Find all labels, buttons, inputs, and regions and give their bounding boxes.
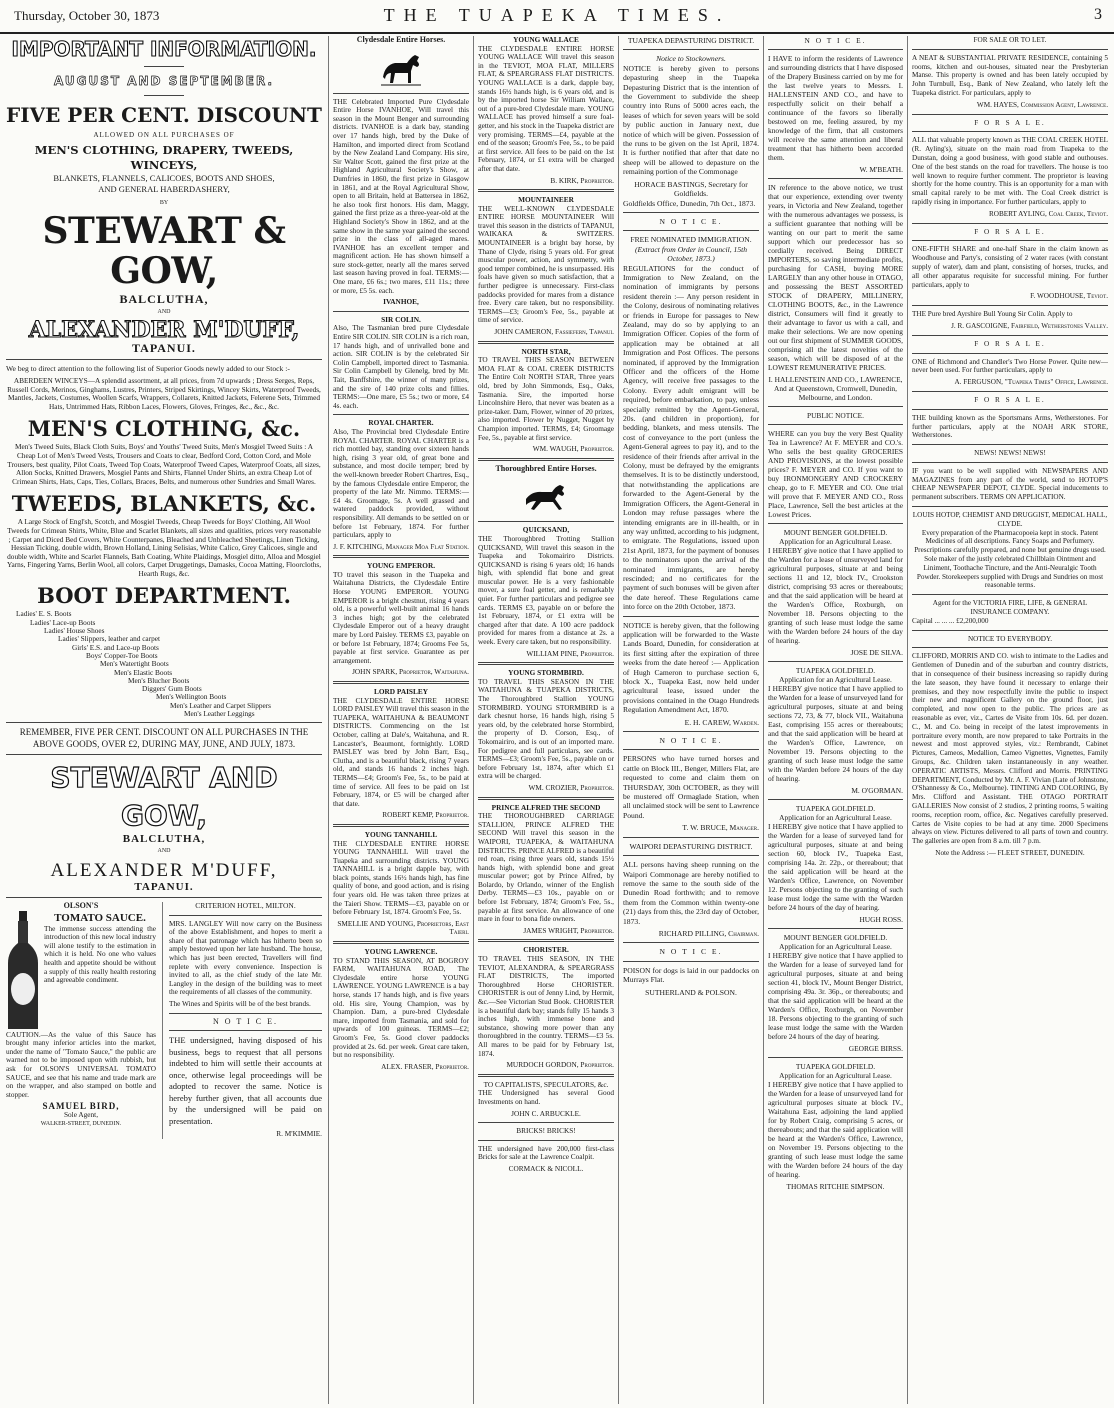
winceys-list: ABERDEEN WINCEYS—A splendid assortment, at all prices, from 7d upwards ; Dress Serges, Reps, Russell Cords, Merinos, Ginghams, Lustres, Printers, Striped Skirtings, Wincey Skirts, Waterproof Tweeds, Mantles, Jackets, Costumes, Woollen Scarfs, Wrappers, Collarets, Knitted Jackets, Felerene Sets, Trimmed Hats, Untrimmed Hats, Ribbon Laces, Flowers, Gloves, Fringes, &c., &c., &c. bbox=[7, 375, 321, 411]
boot-list-item: Men's Leather and Carpet Slippers bbox=[170, 700, 272, 710]
goldfield-heading: TUAPEKA GOLDFIELD. bbox=[795, 804, 876, 813]
young-wallace-signature: B. KIRK, Proprietor. bbox=[550, 175, 614, 185]
young-tannahill-signature: SMELLIE AND YOUNG, Proprietors, East Taieri. bbox=[337, 918, 469, 937]
bricks-heading: BRICKS! BRICKS! bbox=[516, 1126, 576, 1136]
hallenstein-notice-body: IN reference to the above notice, we trust that our experience, extending over twenty years, in Victoria and New Zealand, together with the numerous advantages we possess, is a sufficient guarantee that nothing will be wanting on our part to merit the same support which our predecessor has so cordially received. Being DIRECT IMPORTERS, so saving intermediate profits, purchasing for CASH, buying MORE LARGELY than any other house in OTAGO, and possessing the BEST ASSORTED STOCK of DRAPERY, MILLINERY, CLOTHING BOOTS, &c., in the Lawrence district, Consumers will find it greatly to their advantage to favor us with a call, and make their selections. We are now opening out our first shipment of SUMMER GOODS, comprising all the latest novelties of the season, which will be disposed of at the LOWEST REMUNERATIVE PRICES. bbox=[768, 183, 903, 372]
headline-august-september: AUGUST AND SEPTEMBER. bbox=[53, 74, 275, 88]
for-sale-or-let-heading: FOR SALE OR TO LET. bbox=[973, 36, 1047, 44]
north-star-ad: TO TRAVEL THIS SEASON BETWEEN MOA FLAT & COAL CREEK DISTRICTS The Entire Colt NORTH STAR, Three years old, bred by John Simmonds, Esq., Oaks, Tasmania. Sire, the imported horse Lincolnshire Hero, that never was beaten as a prize-taker. Dam, Flower, winner of 20 prizes, also imported. Flower by Nugget, Nugget by Champion imported. TERMS, £4; Groomage Fee, 5s., payable at first service. bbox=[478, 355, 614, 442]
poison-notice-body: POISON for dogs is laid in our paddocks on Murrays Flat. bbox=[623, 965, 759, 985]
sole-agent: Sole Agent, bbox=[63, 1110, 99, 1120]
boot-list-item: Ladies' Slippers, leather and carpet bbox=[58, 634, 161, 644]
boot-list-item: Men's Blucher Boots bbox=[128, 675, 190, 685]
bricks-body: THE undersigned have 200,000 first-class Bricks for sale at the Lawrence Coalpit. bbox=[478, 1143, 614, 1162]
headline-mens-clothing: MEN'S CLOTHING, &c. bbox=[27, 416, 301, 442]
simpson-signature: THOMAS RITCHIE SIMPSON. bbox=[786, 1182, 885, 1191]
sportsmans-arms-ad: THE building known as the Sportsmans Arms, Wetherstones. For further particulars, apply at the NOAH ARK STORE, Wetherstones. bbox=[912, 413, 1108, 440]
quicksand-ad: THE Thoroughbred Trotting Stallion QUICKSAND, Will travel this season in the Tuapeka and Tokomairiro Districts. QUICKSAND is rising 6 years old; 16 hands high, with splendid flat bone and great muscular power. He is a very fashionable mover, a sure foal getter, and is remarkably quiet. For further particulars and pedigree see cards. TERMS £3, payable on or before the 1st February, 1874, or £1 extra will be charged after that date. A 100 acre paddock provided for mares from a distance at 2s. a week. Every care taken, but no responsibility. bbox=[478, 533, 614, 647]
tomato-sauce-heading: TOMATO SAUCE. bbox=[54, 911, 146, 924]
chorister-name: CHORISTER. bbox=[523, 945, 569, 955]
ogorman-application: I HEREBY give notice that I have applied to the Warden for a lease of unsurveyed land for agricultural purposes, situate at and being sections 72, 73, & 77, block VII., Waitahuna East, comprising 155 acres or thereabouts; and that the said application will be heard at the Warden's Office, Lawrence, on November 19. Persons objecting to the granting of such lease must lodge the same with the Warden before 24 hours of the day of hearing. bbox=[768, 684, 903, 783]
column-rule bbox=[328, 36, 329, 1404]
boot-list bbox=[6, 610, 322, 718]
insurance-capital: Capital ... ... ... £2,200,000 bbox=[912, 616, 989, 625]
hotop-newspaper-ad: IF you want to be well supplied with NEWSPAPERS AND MAGAZINES from any part of the world, send to HOTOP'S CHEAP NEWSPAPER DEPOT, CLYDE. Special inducements to permanent subscribers. TERMS ON APPLICATION. bbox=[912, 466, 1108, 502]
young-lawrence-signature: ALEX. FRASER, Proprietor. bbox=[381, 1061, 469, 1071]
prince-alfred-signature: JAMES WRIGHT, Proprietor. bbox=[523, 925, 614, 935]
goods-line-2: BLANKETS, FLANNELS, CALICOES, BOOTS AND SHOES, bbox=[53, 172, 275, 183]
column-4 bbox=[623, 36, 759, 1404]
sir-colin-name: SIR COLIN. bbox=[381, 314, 421, 324]
page-number: 3 bbox=[1094, 6, 1102, 23]
capitalists-heading: TO CAPITALISTS, SPECULATORS, &c. bbox=[483, 1079, 609, 1089]
simpson-application: I HEREBY give notice that I have applied to the Warden for a lease of unsurveyed land for agricultural purposes situate at block IV., Waitahuna East, adjoining the land applied for by Robert Craig, comprising 5 acres, or thereabouts; and that the said application will be heard at the Warden's Office, Lawrence, on November 19. Persons objecting to the granting of such lease must lodge the same with the Warden before 24 hours of the day of hearing. bbox=[768, 1080, 903, 1179]
ross-application: I HEREBY give notice that I have applied to the Warden for a lease of surveyed land for agricultural purposes, situate at and being section 60, block IV., Tuapeka East, comprising 14a. 2r. 22p., or thereabout; that the said application will be heard at the Warden's Office, Lawrence, on November 12. Persons objecting to the granting of such lease must lodge the same with the Warden before 24 hours of the day of hearing. bbox=[768, 822, 903, 912]
for-sale-heading: F O R S A L E. bbox=[974, 395, 1046, 404]
lease-subheading: Application for an Agricultural Lease. bbox=[779, 942, 892, 951]
mining-share-ad: ONE-FIFTH SHARE and one-half Share in the claim known as Woodhouse and Party's, consisting of 2 water races (with constant supply of water), dam and plant, consisting of horses, trucks, and all other apparatus requisite for successful mining. For further particulars, apply to bbox=[912, 245, 1108, 289]
hotop-chemist-heading: LOUIS HOTOP, CHEMIST AND DRUGGIST, MEDICAL HALL, CLYDE. bbox=[912, 511, 1108, 528]
immigration-body: REGULATIONS for the conduct of Immigration to New Zealand, on the nomination of immigrants by persons resident therein :— Any person resident in the Colony, desirous of nominating relatives or friends in Europe for passages to New Zealand, may do so by applying to an Immigration Officer. Copies of the form of application may be obtained at all Immigration and Post Offices. The persons nominated, if approved by the Immigration Officer and the officers of the Home Agency, will receive free passages to the Colony. Every adult emigrant will be required, before embarkation, to pay, unless specially remitted by the Agent-General, 20s. (and children in proportion), for bedding, blankets, and mess utensils. The cost of conveyance to the port (unless the Agent-General agrees to pay it), and to the residence of their friends after arrival in the Colony, must be defrayed by the emigrants themselves. It is to be distinctly understood, that notwithstanding the applications are forwarded to the Agent-General by the Immigration Officers, the Agent-General in London may refuse passages where the intending emigrants are in ill-health, or in any way unfitted, according to his judgment, to emigrate. The Regulations, issued upon 21st April, 1873, for the payment of bonuses to the nominators upon the arrival of the nominated immigrants, are hereby rescinded; and no certificates for the payment of such bonuses will be given after the date hereof. These Regulations came into force on the 20th October, 1873. bbox=[623, 263, 759, 612]
for-sale-heading: F O R S A L E. bbox=[974, 227, 1046, 236]
column-3 bbox=[478, 36, 614, 1404]
boot-list-item: Men's Watertight Boots bbox=[100, 659, 169, 669]
goldfield-heading: MOUNT BENGER GOLDFIELD. bbox=[783, 933, 888, 942]
bruce-notice-body: PERSONS who have turned horses and cattle on Block III., Benger, Millers Flat, are requested to come and claim them on THURSDAY, 30th OCTOBER, as they will be mustered off Ormaglade Station, when all unclaimed stock will be sent to Lawrence Pound. bbox=[623, 754, 759, 820]
column-rule bbox=[618, 36, 619, 1404]
town-balclutha-2: BALCLUTHA, bbox=[122, 833, 206, 846]
boot-list-item: Girls' E.S. and Lace-up Boots bbox=[72, 642, 159, 652]
ivanhoe-ad: THE Celebrated Imported Pure Clydesdale Entire Horse IVANHOE, Will travel this season in the Mount Benger and surrounding districts. IVANHOE is a dark bay, standing over 17 hands high, bred by the Duke of Hamilton, and imported direct from Scotland by the New Zealand Land Company. His sire, Sir Walter Scott, gained the first prize at the Highland Agricultural Society's Show, at Dumfries in 1860, the first prize in Glasgow in 1861, and at the Royal Agricultural Show, open to all Britain, held at Battersea in 1862, he also took first honors. His dam, Maggy, gained the first prize as a three-year-old at the Highland Society's Show in 1862, and at the same show in the same year gained the second prize in the class of all-aged mares. IVANHOE has an excellent temper and magnificent action. He has shown himself a sure stock-getter, nearly all the mares served last season having proved in foal. TERMS:—One mare, £6 6s.; two mares, £11 11s.; three or more, £5 5s. each. bbox=[333, 96, 469, 295]
chorister-signature: MURDOCH GORDON, Proprietor. bbox=[506, 1060, 614, 1070]
notice-heading: N O T I C E. bbox=[659, 216, 723, 226]
remember-notice: REMEMBER, FIVE PER CENT. DISCOUNT ON ALL PURCHASES IN THE ABOVE GOODS, OVER £2, DURING MAY, JUNE, AND JULY, 1873. bbox=[19, 727, 309, 749]
quicksand-signature: WILLIAM PINE, Proprietor. bbox=[526, 648, 614, 658]
thoroughbred-heading: Thoroughbred Entire Horses. bbox=[495, 463, 597, 473]
waipori-body: ALL persons having sheep running on the Waipori Commonage are hereby notified to remove the same to the south side of the Dunedin Road forthwith; and to remove them from the Common within twenty-one (21) days from this, the 23rd day of October, 1873. bbox=[623, 860, 759, 926]
horse-icon bbox=[377, 49, 425, 89]
boot-list-item: Boys' Copper-Toe Boots bbox=[86, 650, 158, 660]
royal-charter-signature: J. F. KITCHING, Manager Moa Flat Station. bbox=[333, 541, 469, 551]
boot-list-item: Men's Elastic Boots bbox=[114, 667, 173, 677]
sir-colin-ad: Also, The Tasmanian bred pure Clydesdale Entire SIR COLIN. SIR COLIN is a rich roan, 17 hands high, and of unrivalled bone and action. SIR COLIN is by the celebrated Sir Colin Campbell, imported direct to Tasmania. Sir Colin Campbell by Glenelg, bred by Mr. Tait, Banffshire, the winner of many prizes, and the sire of 140 prize colts and fillies. TERMS:—One mare, £5 5s.; two or more, £4 4s. each. bbox=[333, 323, 469, 410]
young-tannahill-name: YOUNG TANNAHILL bbox=[364, 829, 438, 839]
firm-alexander-mduff-2: ALEXANDER M'DUFF, bbox=[50, 859, 278, 881]
mkimmie-notice-body: THE undersigned, having disposed of his business, begs to request that all persons indebted to him will settle their accounts at once, otherwise legal proceedings will be adopted to recover the same. Notice is hereby further given, that all accounts due by the undersigned will be paid on presentation. bbox=[169, 1035, 322, 1126]
headline-boot-department: BOOT DEPARTMENT. bbox=[37, 583, 291, 609]
criterion-heading: CRITERION HOTEL, MILTON. bbox=[195, 901, 296, 911]
chorister-ad: TO TRAVEL THIS SEASON, IN THE TEVIOT, ALEXANDRA, & SPEARGRASS FLAT DISTRICTS, The imported Thoroughbred Horse CHORISTER. CHORISTER is out of Jenny Lind, by Hermit, &c.—See Victorian Stud Book. CHORISTER is a beautiful dark bay; stands fully 15 hands 3 inches high, with immense bone and substance, showing more power than any thoroughbred in the country. TERMS—£3 5s. All mares to be paid for by February 1st, 1874. bbox=[478, 954, 614, 1058]
clifford-morris-ad: CLIFFORD, MORRIS AND CO. wish to intimate to the Ladies and Gentlemen of Dunedin and of the suburban and country districts, that in consequence of their business increasing so rapidly during the late season, they have found it necessary to enlarge their premises, and they now respectfully invite the public to inspect their new and magnificent Gallery on the ground floor, just completed, and now open to the public. The prices are as reasonable as ever, viz., Cartes de Visite from 10s. 6d. per dozen. C., M. and Co. being in receipt of the latest improvements in portraiture every month, are now prepared to take Portraits in the newest and most approved styles, viz.: Rembrandt, Cabinet Pictures, Cameos, Medallion, Cameo Vignettes, Vignettes, Family Groups, &c. Children taken instantaneously in any weather. OPERATIC ARTISTS, Messrs. Clifford and Morris. PRINTING DEPARTMENT, Conducted by Mr. A. F. Vivian (Late of Johnstone, O'Shannessy & Co., Melbourne). TINTING AND COLORING, By Mrs. Clifford and Assistant. THE OTAGO PORTRAIT GALLERIES Now consist of 2 studios, 2 printing rooms, 5 waiting rooms, reception room, office, &c. Negatives carefully preserved. Cartes de Visite copies to be had at any time. 2000 Specimens always on view. Pictures delivered to all parts of town and country. The galleries are open from 8 a.m. till 7 p.m. bbox=[912, 652, 1108, 846]
by-label: BY bbox=[159, 199, 169, 206]
hallenstein-signature: I. HALLENSTEIN AND CO., LAWRENCE, And at Queenstown, Cromwell, Dunedin, Melbourne, and London. bbox=[768, 375, 903, 402]
young-emperor-name: YOUNG EMPEROR. bbox=[366, 561, 436, 571]
public-notice-heading: PUBLIC NOTICE. bbox=[806, 411, 865, 420]
lease-subheading: Application for an Agricultural Lease. bbox=[779, 813, 892, 822]
mbeath-signature: W. M'BEATH. bbox=[859, 165, 903, 174]
lord-paisley-signature: ROBERT KEMP, Proprietor. bbox=[382, 810, 469, 820]
prince-alfred-name: PRINCE ALFRED THE SECOND bbox=[491, 802, 601, 812]
boot-list-item: Men's Wellington Boots bbox=[156, 692, 227, 702]
de-silva-signature: JOSE DE SILVA. bbox=[850, 648, 903, 657]
headline-discount: FIVE PER CENT. DISCOUNT bbox=[6, 103, 322, 127]
headline-tweeds-blankets: TWEEDS, BLANKETS, &c. bbox=[11, 491, 317, 517]
young-emperor-ad: TO travel this season in the Tuapeka and Waitahuna Districts, the Clydesdale Entire Horse YOUNG EMPEROR. YOUNG EMPEROR is a bright chestnut, rising 4 years old, is a powerful well-built animal 16 hands 3 inches high; got by the celebrated Clydesdale Emperor out of a heavy draught mare by Lord Paisley. TERMS £3, payable on or before 1st February, 1874; Grooms Fee 5s, payable at first service. Guarantee as per arrangement. bbox=[333, 569, 469, 665]
issue-date: Thursday, October 30, 1873 bbox=[14, 8, 160, 23]
column-rule bbox=[907, 36, 908, 1404]
mbeath-notice-body: I HAVE to inform the residents of Lawrence and surrounding districts that I have disposed of the Drapery Business carried on by me for the last twelve years to Messrs. I. HALLENSTEIN AND CO., and have to respectfully solicit on their behalf a continuance of the favors so liberally bestowed on me, feeling assured, by my knowledge of the firm, that all customers will receive the same attention and liberal treatment that has hitherto been accorded them. bbox=[768, 54, 903, 162]
criterion-body: MRS. LANGLEY Will now carry on the Business of the above Establishment, and hopes to merit a share of that patronage which has hitherto been so amply bestowed upon her late husband. The house, which has just been erected, Travellers will find replete with every convenience. Inspection is invited to all, as the chief study of the late Mr. Langley in the design of the building was to meet the requirements of all classes of the community. bbox=[169, 918, 322, 997]
and-label-2: AND bbox=[157, 847, 171, 854]
firm-alexander-mduff: ALEXANDER M'DUFF, bbox=[28, 317, 300, 344]
goldfield-heading: TUAPEKA GOLDFIELD. bbox=[795, 666, 876, 675]
north-star-name: NORTH STAR, bbox=[521, 346, 571, 356]
goldfields-office-date: Goldfields Office, Dunedin, 7th Oct., 1873. bbox=[623, 198, 756, 208]
mountaineer-name: MOUNTAINEER bbox=[518, 195, 574, 205]
bruce-signature: T. W. BRUCE, Manager. bbox=[682, 823, 759, 833]
tuapeka-depasturing-body: NOTICE is hereby given to persons depasturing sheep in the Tuapeka Depasturing District that is the intention of the Government to subdivide the sheep country into Runs of 5000 acres each, the leases of which for seven years will be sold by public auction in January next, due notice of which will be given. Possession of the runs to be given on the 1st April, 1874. It is further notified that after that date no sheep will be allowed to depasture on the remaining portion of the Commonage bbox=[623, 63, 759, 177]
lease-subheading: Application for an Agricultural Lease. bbox=[779, 537, 892, 546]
olsons-sauce-ad bbox=[6, 902, 156, 1139]
stockowners-subheading: Notice to Stockowners. bbox=[656, 54, 726, 64]
lease-subheading: Application for an Agricultural Lease. bbox=[779, 1071, 892, 1080]
woodhouse-signature: F. WOODHOUSE, Teviot. bbox=[1030, 292, 1108, 301]
column-rule bbox=[473, 36, 474, 1404]
ivanhoe-name: IVANHOE, bbox=[383, 297, 419, 307]
goldfield-heading: TUAPEKA GOLDFIELD. bbox=[795, 1062, 876, 1071]
young-stormbird-ad: TO TRAVEL THIS SEASON IN THE WAITAHUNA & TUAPEKA DISTRICTS, The Thoroughbred Stallion YOUNG STORMBIRD. YOUNG STORMBIRD is a dark chesnut horse, 16 hands high, rising 5 years old, by the celebrated horse Stormbird, the property of D. Corson, Esq., of Tokomairiro, and is out of an imported mare. For pedigree and full particulars, see cards. TERMS—£3; Groom's Fee, 5s., payable on or before February 1st, 1874, after which £1 extra will be charged. bbox=[478, 676, 614, 781]
for-sale-heading: F O R S A L E. bbox=[974, 339, 1046, 348]
clothing-list: Men's Tweed Suits, Black Cloth Suits, Boys' and Youths' Tweed Suits, Men's Mosgiel Tweed Suits : A Cheap Lot of Men's Tweed Vests, Trousers and Coats to clear, Bedford Cord, Cotton Cord, and Mole Trousers, best quality, Pilot Coats, Tweed Top Coats, Waterproof Tweed Capes, Waterproof Coats, all sizes, Allon Socks, Knitted Drawers, Mosgiel Pants and Shirts, Flannel Under Shirts, an extra Cheap Lot of Crimean Shirts, Hats, Caps, Ties, Collars, Braces, Belts, and numerous other Sundries and Small Wares. bbox=[7, 442, 321, 486]
royal-charter-ad: Also, The Provincial bred Clydesdale Entire ROYAL CHARTER. ROYAL CHARTER is a rich mottled bay, standing over sixteen hands high, rising 3 year old, of great bone and substance, and most docile temper; bred by the well-known breeder Robert Chartres, Esq., by the famous Clydesdale entire Emperor, the property of the late Mr. Nimmo. TERMS:—£4 4s. Groomage, 5s. A well grassed and watered paddock provided, without responsibility. All demands to be settled on or before 1st February, 1874. For further particulars, apply to bbox=[333, 426, 469, 540]
bastings-signature: HORACE BASTINGS, Secretary for Goldfields. bbox=[634, 179, 748, 199]
caution-text: CAUTION.—As the value of this Sauce has brought many inferior articles into the market, under the name of "Tomato Sauce," the public are warned not to be imposed upon with rubbish, but ask for OLSON'S UNIVERSAL TOMATO SAUCE, and see that his name and trade mark are on the wrapper, and also stamped on bottle and stopper. bbox=[6, 1029, 156, 1099]
sutherland-polson-signature: SUTHERLAND & POLSON. bbox=[645, 987, 737, 997]
goldfield-heading: MOUNT BENGER GOLDFIELD. bbox=[783, 528, 888, 537]
bricks-signature: CORMACK & NICOLL. bbox=[508, 1163, 584, 1173]
tweeds-list: A Large Stock of Engl'sh, Scotch, and Mosgiel Tweeds, Cheap Tweeds for Boys' Clothing, All Wool Tweeds for Crimean Shirts, White, Blue and Scarlet Blankets, all sizes and qualities, prices very reasonable ; Carpet and Diced Bed Covers, White Counterpanes, Bleached and Unbleached Sheetings, Linen Ticking, Hessian Ticking, double width, Brown Holland, Lining Selisias, White Calico, Grey Calicoes, single and double width, White and Scarlet Flannels, Bath Coating, White Plaidings, Mosgiel ditto, Alloa and Mosgiel Yarns, Fingering Yarns, Berlin Wool, all colors, Carpet Druggetings, Damasks, Cocoa Matting, Floorcloths, Hearth Rugs, &c. bbox=[6, 517, 322, 578]
immigration-heading: FREE NOMINATED IMMIGRATION. bbox=[630, 235, 752, 245]
boot-list-item: Ladies' E. S. Boots bbox=[16, 609, 72, 619]
column-2 bbox=[333, 36, 469, 1404]
mkimmie-notice-heading: N O T I C E. bbox=[212, 1016, 279, 1026]
criterion-hotel-ad bbox=[169, 902, 322, 1139]
hotop-chemist-body: Every preparation of the Pharmacopoeia kept in stock. Patent Medicines of all descriptions. Fancy Soaps and Perfumery. Prescriptions carefully prepared, and none but genuine drugs used. Sole maker of the justly celebrated Chillblain Ointment and Liniment, Toothache Tincture, and the Anti-Neuralgic Tooth Powder. Storekeepers supplied with Drugs and Sundries on most reasonable terms. bbox=[914, 528, 1106, 590]
column-6 bbox=[912, 36, 1108, 1404]
ayrshire-bull-ad: THE Pure bred Ayrshire Bull Young Sir Colin. Apply to bbox=[912, 310, 1073, 319]
capitalists-body: THE Undersigned has several Good Investments on hand. bbox=[478, 1088, 614, 1106]
samuel-bird: SAMUEL BIRD, bbox=[42, 1101, 120, 1112]
gascoigne-signature: J. R. GASCOIGNE, Fairfield, Wetherstones Valley. bbox=[951, 321, 1108, 330]
ogorman-signature: M. O'GORMAN. bbox=[851, 786, 903, 795]
boot-list-item: Men's Leather Leggings bbox=[184, 709, 255, 719]
lease-subheading: Application for an Agricultural Lease. bbox=[779, 675, 892, 684]
insurance-heading: Agent for the VICTORIA FIRE, LIFE, & GENERAL INSURANCE COMPANY. bbox=[932, 599, 1088, 617]
horse-power-ad: ONE of Richmond and Chandler's Two Horse Power. Quite new—never been used. For further particulars, apply to bbox=[912, 357, 1108, 375]
notice-heading: N O T I C E. bbox=[804, 36, 867, 45]
tuapeka-depasturing-heading: TUAPEKA DEPASTURING DISTRICT. bbox=[627, 36, 755, 45]
young-lawrence-ad: TO STAND THIS SEASON, AT BOGROY FARM, WAITAHUNA ROAD, The Clydesdale entire horse YOUNG LAWRENCE. YOUNG LAWRENCE is a bay horse, stands 17 hands high, and is five years old. His sire, Young Champion, was by Champion. Dam, a pure-bred Clydesdale mare, imported from Tasmania, and sold for upwards of 100 guineas. TERMS—£2; Groom's Fee, 5s. Good clover paddocks provided at 2s. 6d. per week. Great care taken, but no responsibility. bbox=[333, 955, 469, 1060]
coal-creek-hotel-ad: ALL that valuable property known as THE COAL CREEK HOTEL (R. Ayling's), situate on the main road from Tuapeka to the Dunstan, doing a good business, with good stable and outhouses. One of the best stands on the road for travellers. The house is too well known to require further comment. The proprietor is leaving shortly for the home country. This is an opportunity for a man with small capital rarely to be met with. The Coal Creek district is rapidly rising in importance. For further particulars, apply to bbox=[912, 136, 1108, 206]
immigration-extract: (Extract from Order in Council, 15th October, 1873.) bbox=[634, 244, 748, 264]
carew-signature: E. H. CAREW, Warden. bbox=[684, 717, 759, 727]
for-sale-heading: F O R S A L E. bbox=[974, 118, 1046, 127]
firm-stewart-gow: STEWART & GOW, bbox=[42, 210, 286, 293]
horse-icon bbox=[522, 477, 570, 517]
fleet-street-address: Note the Address :— FLEET STREET, DUNEDIN. bbox=[935, 848, 1085, 857]
and-label: AND bbox=[157, 308, 171, 315]
ayling-signature: ROBERT AYLING, Coal Creek, Teviot. bbox=[988, 209, 1108, 218]
goods-line-1: MEN'S CLOTHING, DRAPERY, TWEEDS, WINCEYS, bbox=[34, 142, 294, 172]
clydesdale-heading: Clydesdale Entire Horses. bbox=[356, 36, 446, 44]
ferguson-signature: A. FERGUSON, "Tuapeka Times" Office, Lawrence. bbox=[954, 378, 1108, 387]
royal-charter-name: ROYAL CHARTER. bbox=[368, 418, 434, 428]
news-heading: NEWS! NEWS! NEWS! bbox=[974, 449, 1046, 458]
young-emperor-signature: JOHN SPARK, Proprietor, Waitahuna. bbox=[352, 667, 469, 677]
criterion-wines: The Wines and Spirits will be of the best brands. bbox=[169, 999, 311, 1009]
intro-text: We beg to direct attention to the following list of Superior Goods newly added to our Stock :- bbox=[6, 363, 290, 373]
young-stormbird-signature: WM. CROZIER, Proprietor. bbox=[528, 782, 614, 792]
mountaineer-signature: JOHN CAMERON, Fassiefern, Tapanui. bbox=[494, 327, 614, 336]
ross-signature: HUGH ROSS. bbox=[859, 915, 903, 924]
young-wallace-name: YOUNG WALLACE bbox=[513, 36, 579, 44]
discount-subline: ALLOWED ON ALL PURCHASES OF bbox=[93, 131, 235, 139]
young-lawrence-name: YOUNG LAWRENCE. bbox=[364, 947, 438, 957]
birss-signature: GEORGE BIRSS. bbox=[848, 1044, 903, 1053]
olsons-heading: OLSON'S bbox=[63, 901, 99, 911]
birss-application: I HEREBY give notice that I have applied to the Warden for a lease of surveyed land for agricultural purposes, situate at and being section 41, block IV., Mount Benger District, comprising 49a. 3r. 36p., or thereabouts; and that the said application will be heard at the Warden's Office, Roxburgh, on November 18. Persons objecting to the granting of such lease must lodge the same with the Warden before 24 hours of the day of hearing. bbox=[768, 951, 903, 1041]
column-1 bbox=[6, 36, 322, 1404]
young-wallace-ad: THE CLYDESDALE ENTIRE HORSE YOUNG WALLACE Will travel this season in the TEVIOT, MOA FLAT, MILLERS FLAT, & SPEARGRASS FLAT DISTRICTS. YOUNG WALLACE is a dark, dapple bay, stands 16½ hands high, is 6 years old, and is by the imported horse Sir William Wallace, out of a pure-bred Clydesdale mare. YOUNG WALLACE has proved himself a sure foal-getter, and his stock in the Tuapeka district are very promising. TERMS—£4, payable at the end of the season; Groom's Fee, 5s., to be paid at first service. All fees to be paid on the 1st February, 1874, or £1 extra will be charged after that date. bbox=[478, 43, 614, 173]
north-star-signature: WM. WAUGH, Proprietor. bbox=[532, 444, 614, 454]
quicksand-name: QUICKSAND, bbox=[522, 525, 570, 535]
town-tapanui-2: TAPANUI. bbox=[134, 880, 194, 893]
residence-ad: A NEAT & SUBSTANTIAL PRIVATE RESIDENCE, containing 5 rooms, kitchen and out-houses, situated near the Presbyterian Manse. This property is owned and has been lately occupied by John Turnbull, Esq., Bank of New Zealand, who lately left the Tuapeka district. For particulars, apply to bbox=[912, 53, 1108, 97]
young-stormbird-name: YOUNG STORMBIRD. bbox=[508, 668, 584, 678]
waipori-heading: WAIPORI DEPASTURING DISTRICT. bbox=[629, 841, 753, 851]
headline-important-information: IMPORTANT INFORMATION. bbox=[11, 37, 317, 61]
mountaineer-ad: THE WELL-KNOWN CLYDESDALE ENTIRE HORSE MOUNTAINEER Will travel this season in the districts of TAPANUI, WAIKAKA & SWITZERS. MOUNTAINEER is a bright bay horse, by Thane of Clyde, rising 5 years old. For great muscular power, action, and symmetry, with good temper combined, he is unsurpassed. His foals have given so much satisfaction, that a further pedigree is unnecessary. First-class paddocks provided for mares from a distance free. Every care taken, but no responsibility. TERMS—£3; Groom's Fee, 5s., payable at time of service. bbox=[478, 203, 614, 325]
lord-paisley-ad: THE CLYDESDALE ENTIRE HORSE LORD PAISLEY Will travel this season in the TUAPEKA, WAITAHUNA & BEAUMONT DISTRICTS. Commencing on the 1st October, calling at Dale's, Waitahuna, and R. Lancaster's, Beaumont, fortnightly. LORD PAISLEY was bred by John Barr, Esq., Clutha, and is a beautiful black, rising 7 years old, and stands 16 hands 2 inches high. TERMS—£4; Groom's Fee, 5s., to be paid at time of service. All fees to be paid on 1st February, 1874, or £5 will be charged after that date. bbox=[333, 695, 469, 808]
town-tapanui: TAPANUI. bbox=[132, 341, 196, 356]
boot-list-item: Ladies' Lace-up Boots bbox=[30, 617, 96, 627]
notice-heading: N O T I C E. bbox=[659, 947, 723, 957]
column-rule bbox=[763, 36, 764, 1404]
capitalists-signature: JOHN C. ARBUCKLE. bbox=[511, 1108, 581, 1118]
cameron-application-body: NOTICE is hereby given, that the following application will be forwarded to the Waste Lands Board, Dunedin, for consideration at its first sitting after the expiration of three weeks from the date hereof :— Application of Hugh Cameron to purchase section 6, block X., Tuapeka East, now held under agricultural lease, issued under the provisions contained in the Otago Hundreds Regulation Amendment Act, 1870. bbox=[623, 620, 759, 715]
masthead bbox=[0, 0, 1114, 34]
goods-line-3: AND GENERAL HABERDASHERY, bbox=[98, 183, 230, 194]
pilling-signature: RICHARD PILLING, Chairman. bbox=[658, 928, 759, 938]
firm-stewart-and-gow: STEWART AND GOW, bbox=[50, 761, 278, 833]
olsons-body: The immense success attending the introduction of this new local industry will alone testify to the estimation in which it is held. No one who values health and appetite should be without a supply of this really health restoring and agreeable condiment. bbox=[44, 923, 156, 985]
town-balclutha: BALCLUTHA, bbox=[119, 292, 209, 307]
agent-street: WALKER-STREET, DUNEDIN. bbox=[40, 1120, 122, 1127]
boot-list-item: Diggers' Gum Boots bbox=[142, 684, 202, 694]
notice-to-everybody-heading: NOTICE TO EVERYBODY. bbox=[967, 634, 1053, 643]
young-tannahill-ad: THE CLYDESDALE ENTIRE HORSE YOUNG TANNAHILL Will travel the Tuapeka and surrounding districts. YOUNG TANNAHILL is a bright dapple bay, with black points, stands 16½ hands high, has fine quality of bone, and good action, and is rising four years old. He was taken three prizes at the Taieri Show. TERMS—£3, payable on or before February 1st, 1874. Groom's Fee, 5s. bbox=[333, 838, 469, 917]
mkimmie-signature: R. M'KIMMIE. bbox=[276, 1129, 322, 1139]
prince-alfred-ad: THE THOROUGHBRED CARRIAGE STALLION, PRINCE ALFRED THE SECOND Will travel this season in the WAIPORI, TUAPEKA, & WAITAHUNA DISTRICTS. PRINCE ALFRED is a beautiful red roan, rising three years old, stands 15½ hands high, with splendid bone and great muscular power; got by Prince Alfred, by Bolardo, by Orlando, winner of the English Derby. TERMS—£3 10s., payable on or before 1st February, 1874; Groom's Fee, 5s., payable at first service. An allowance of one mare in four to bona fide owners. bbox=[478, 811, 614, 924]
boot-list-item: Ladies' House Shoes bbox=[44, 626, 105, 636]
de-silva-application: I HEREBY give notice that I have applied to the Warden for a lease of unsurveyed land for agricultural purposes, situate at and being sections 11 and 12, block IV., Crookston district, comprising 93 acres or thereabouts; and that the said application will be heard at the Warden's Office, Roxburgh, on November 18. Persons objecting to the granting of such lease must lodge the same with the Warden before 24 hours of the day of hearing. bbox=[768, 546, 903, 645]
sauce-bottle-icon bbox=[6, 911, 40, 1031]
column-5 bbox=[768, 36, 903, 1404]
hayes-signature: WM. HAYES, Commission Agent, Lawrence. bbox=[976, 100, 1108, 109]
notice-heading: N O T I C E. bbox=[659, 736, 723, 746]
lord-paisley-name: LORD PAISLEY bbox=[374, 687, 428, 696]
newspaper-title: THE TUAPEKA TIMES. bbox=[383, 5, 731, 25]
meyer-notice-body: WHERE can you buy the very Best Quality Tea in Lawrence? At F. MEYER and CO.'s. Who sells the best quality GROCERIES AND PROVISIONS, at the lowest possible prices? F. MEYER and CO. If you want to buy IRONMONGERY AND CROCKERY cheap, go to F. MEYER and CO. One trial will prove that F. MEYER AND CO., Ross Place, Lawrence, Sell the best articles at the Lowest Prices. bbox=[768, 429, 903, 519]
